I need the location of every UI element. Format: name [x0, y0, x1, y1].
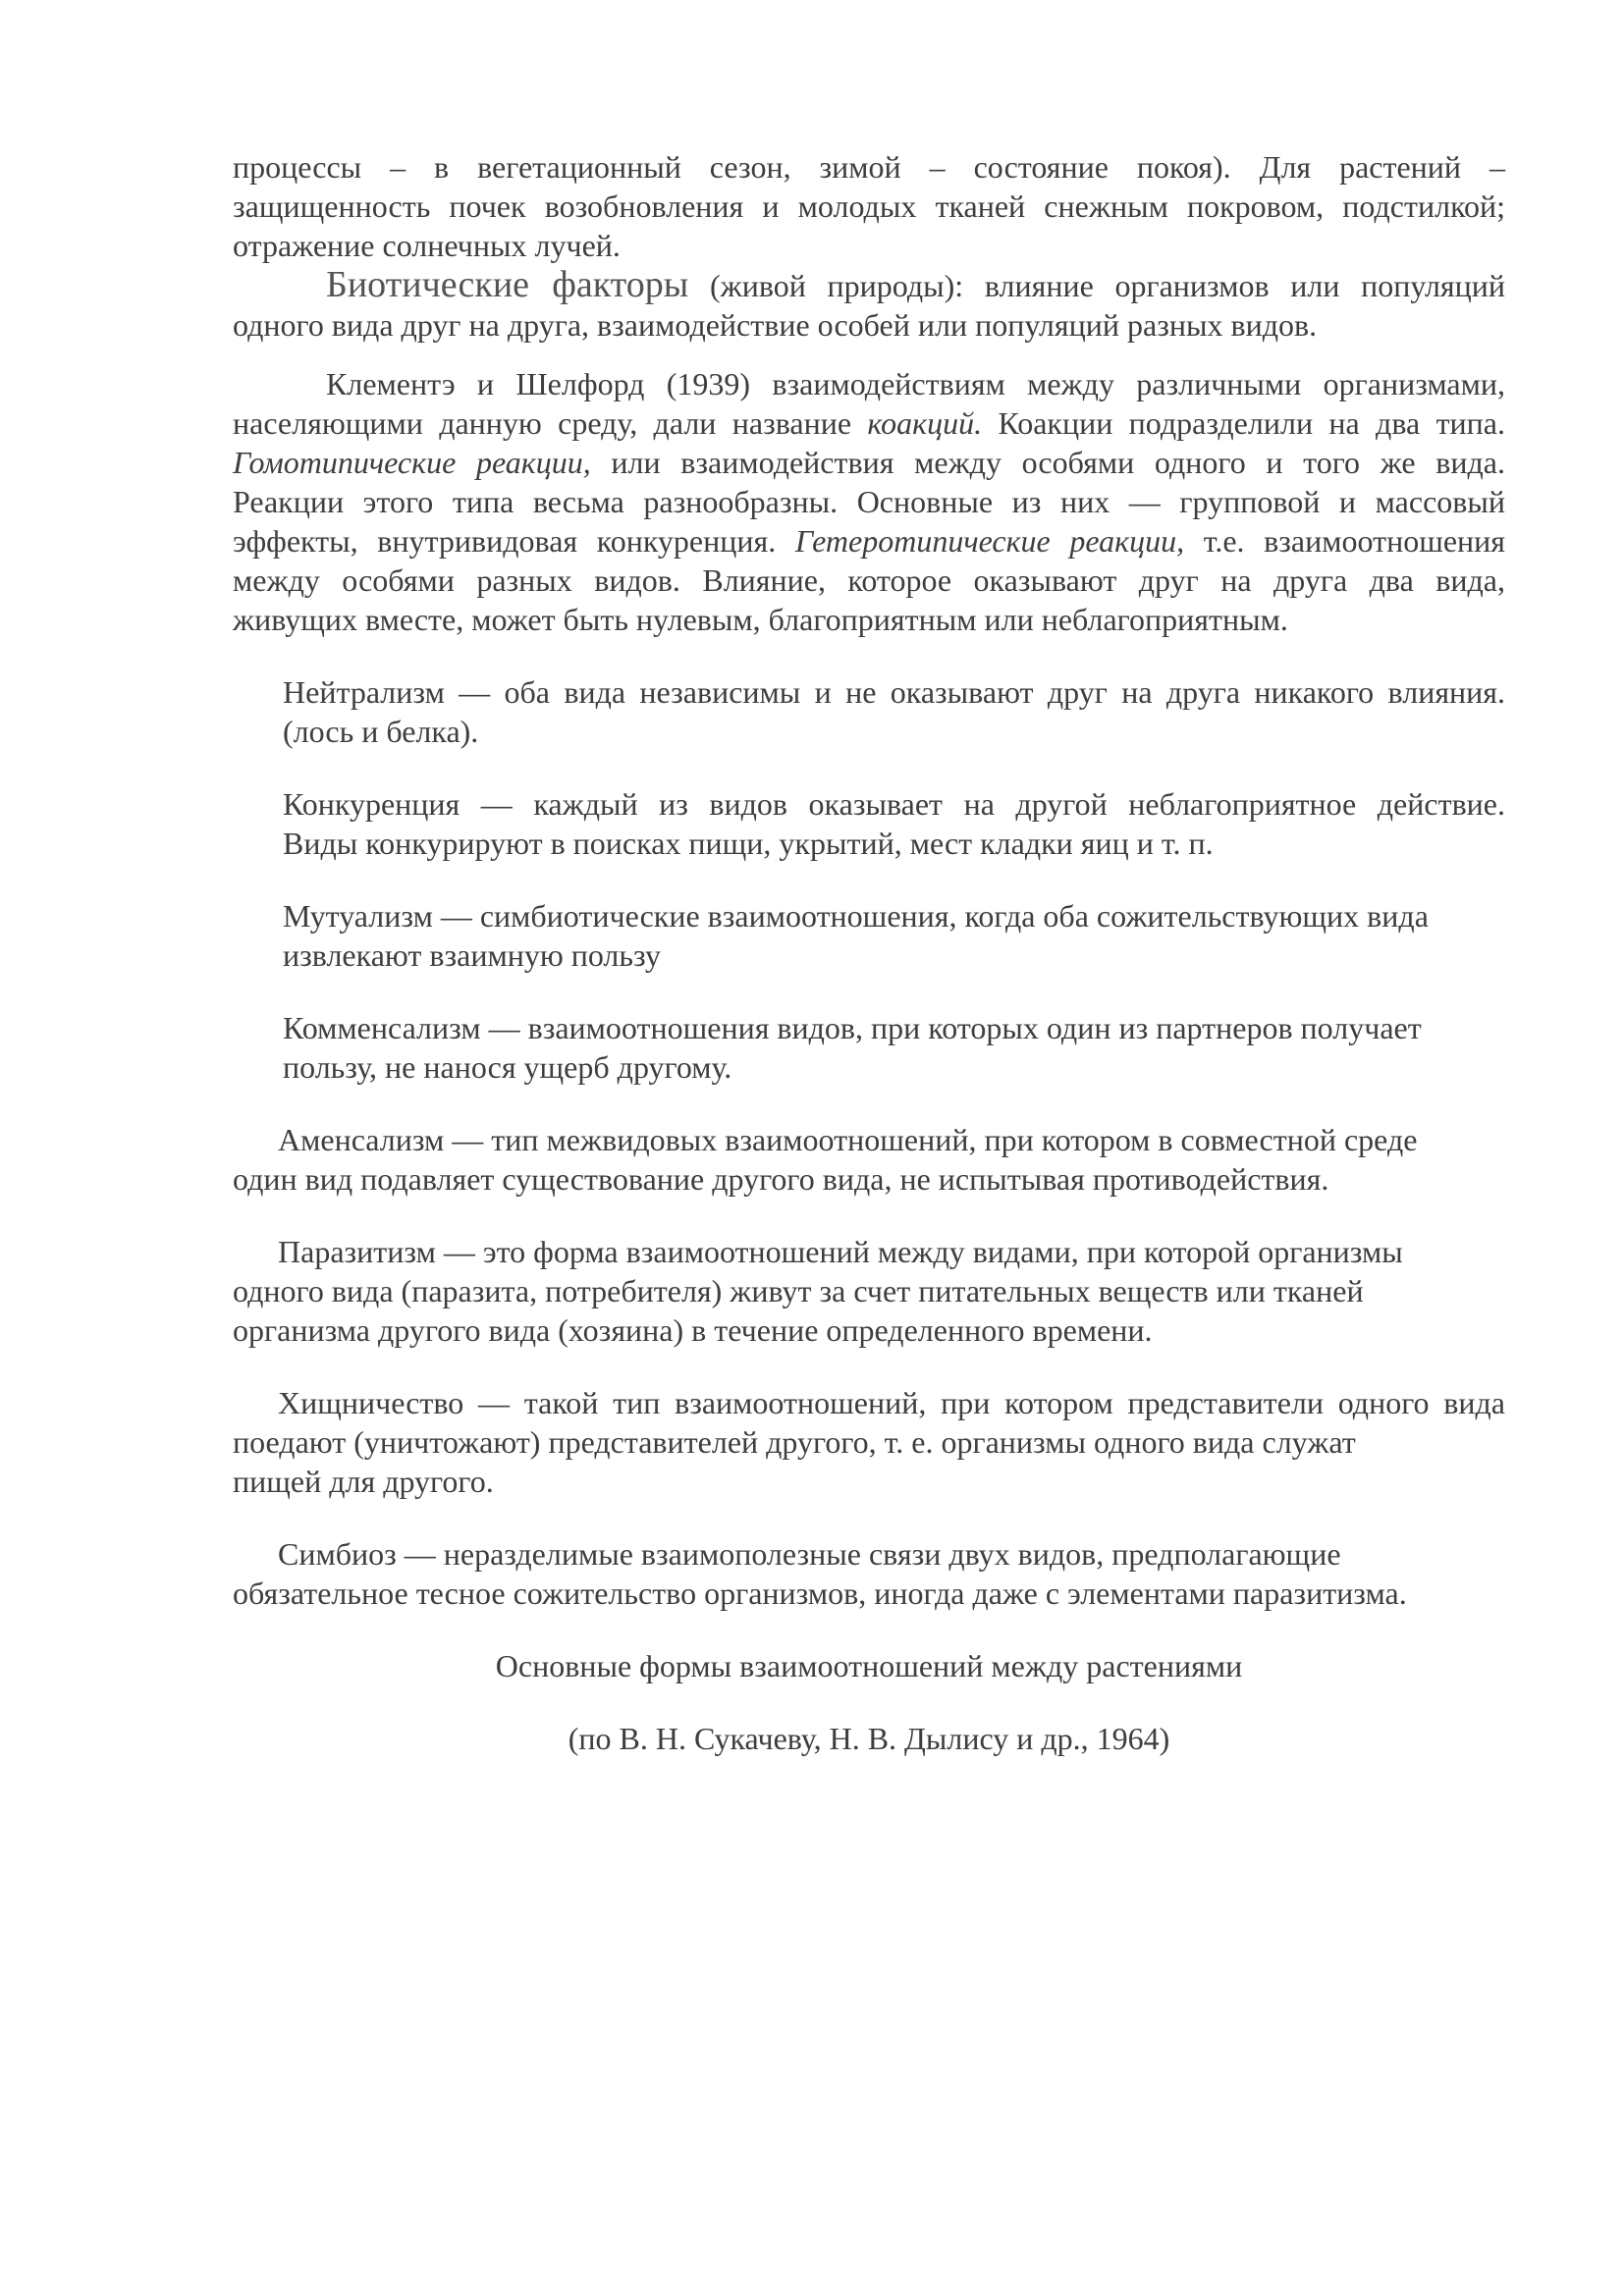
definition-mutualism	[283, 896, 1505, 975]
text-line: одного вида друг на друга, взаимодействие особей или популяций разных видов.	[233, 307, 1318, 343]
definition-neutralism	[283, 672, 1505, 751]
table-caption-source	[233, 1719, 1505, 1758]
text-line: между особями разных видов. Влияние, которое оказывают друг на друга два вида,	[233, 562, 1505, 598]
definition-commensalism	[283, 1008, 1505, 1087]
text-run: Коакции подразделили на два типа.	[982, 405, 1506, 441]
italic-term: Гомотипические реакции,	[233, 445, 591, 480]
biotic-factors-heading: Биотические факторы	[326, 264, 689, 305]
text-line: Клементэ и Шелфорд (1939) взаимодействиям между различными организмами,	[326, 366, 1505, 401]
text-line: Основные формы взаимоотношений между растениями	[495, 1648, 1243, 1683]
text-line: процессы – в вегетационный сезон, зимой – состояние покоя). Для растений –	[233, 149, 1505, 185]
text-line: Симбиоз — неразделимые взаимополезные связи двух видов, предполагающие	[278, 1536, 1341, 1572]
text-line	[233, 521, 1505, 561]
definition-amensalism	[233, 1120, 1505, 1199]
text-line: защищенность почек возобновления и молодых тканей снежным покровом, подстилкой;	[233, 188, 1505, 224]
text-line: (лось и белка).	[283, 714, 479, 749]
text-line: (по В. Н. Сукачеву, Н. В. Дылису и др., 1964)	[568, 1721, 1170, 1756]
text-line: Нейтрализм — оба вида независимы и не оказывают друг на друга никакого влияния.	[283, 674, 1505, 710]
definition-symbiosis	[233, 1534, 1505, 1613]
text-line: обязательное тесное сожительство организмов, иногда даже с элементами паразитизма.	[233, 1575, 1407, 1611]
text-line	[233, 403, 1505, 443]
text-line: поедают (уничтожают) представителей другого, т. е. организмы одного вида служат	[233, 1424, 1356, 1460]
text-run: (живой природы): влияние организмов или популяций	[688, 268, 1505, 303]
text-line: Конкуренция — каждый из видов оказывает на другой неблагоприятное действие.	[283, 786, 1505, 822]
text-line	[233, 443, 1505, 482]
text-line: пользу, не нанося ущерб другому.	[283, 1049, 732, 1085]
text-line: Комменсализм — взаимоотношения видов, при которых один из партнеров получает	[283, 1010, 1422, 1045]
text-line: пищей для другого.	[233, 1464, 494, 1499]
text-run: эффекты, внутривидовая конкуренция.	[233, 523, 795, 559]
italic-term: коакций.	[867, 405, 983, 441]
text-line	[233, 265, 1505, 305]
text-run: населяющими данную среду, дали название	[233, 405, 868, 441]
text-line: отражение солнечных лучей.	[233, 228, 621, 263]
text-line: живущих вместе, может быть нулевым, благоприятным или неблагоприятным.	[233, 602, 1288, 637]
text-line: Аменсализм — тип межвидовых взаимоотношений, при котором в совместной среде	[278, 1122, 1418, 1157]
text-run: или взаимодействия между особями одного и того же вида.	[590, 445, 1506, 480]
table-caption-title	[233, 1646, 1505, 1685]
paragraph-intro	[233, 147, 1505, 265]
text-line: Паразитизм — это форма взаимоотношений между видами, при которой организмы	[278, 1234, 1403, 1269]
text-line: извлекают взаимную пользу	[283, 937, 661, 973]
italic-term: Гетеротипические реакции,	[794, 523, 1185, 559]
definition-predation	[233, 1383, 1505, 1501]
text-run: т.е. взаимоотношения	[1184, 523, 1506, 559]
text-line: Мутуализм — симбиотические взаимоотношения, когда оба сожительствующих вида	[283, 898, 1429, 934]
text-line: один вид подавляет существование другого вида, не испытывая противодействия.	[233, 1161, 1329, 1197]
definition-competition	[283, 784, 1505, 863]
text-line: Хищничество — такой тип взаимоотношений, при котором представители одного вида	[278, 1385, 1505, 1420]
text-line: Реакции этого типа весьма разнообразны. Основные из них — групповой и массовый	[233, 484, 1505, 519]
paragraph-biotic-factors	[233, 265, 1505, 345]
paragraph-coactions	[233, 364, 1505, 639]
text-line: одного вида (паразита, потребителя) живут за счет питательных веществ или тканей	[233, 1273, 1364, 1308]
text-line: Виды конкурируют в поисках пищи, укрытий, мест кладки яиц и т. п.	[283, 826, 1214, 861]
text-line: организма другого вида (хозяина) в течение определенного времени.	[233, 1312, 1153, 1348]
definition-parasitism	[233, 1232, 1505, 1350]
